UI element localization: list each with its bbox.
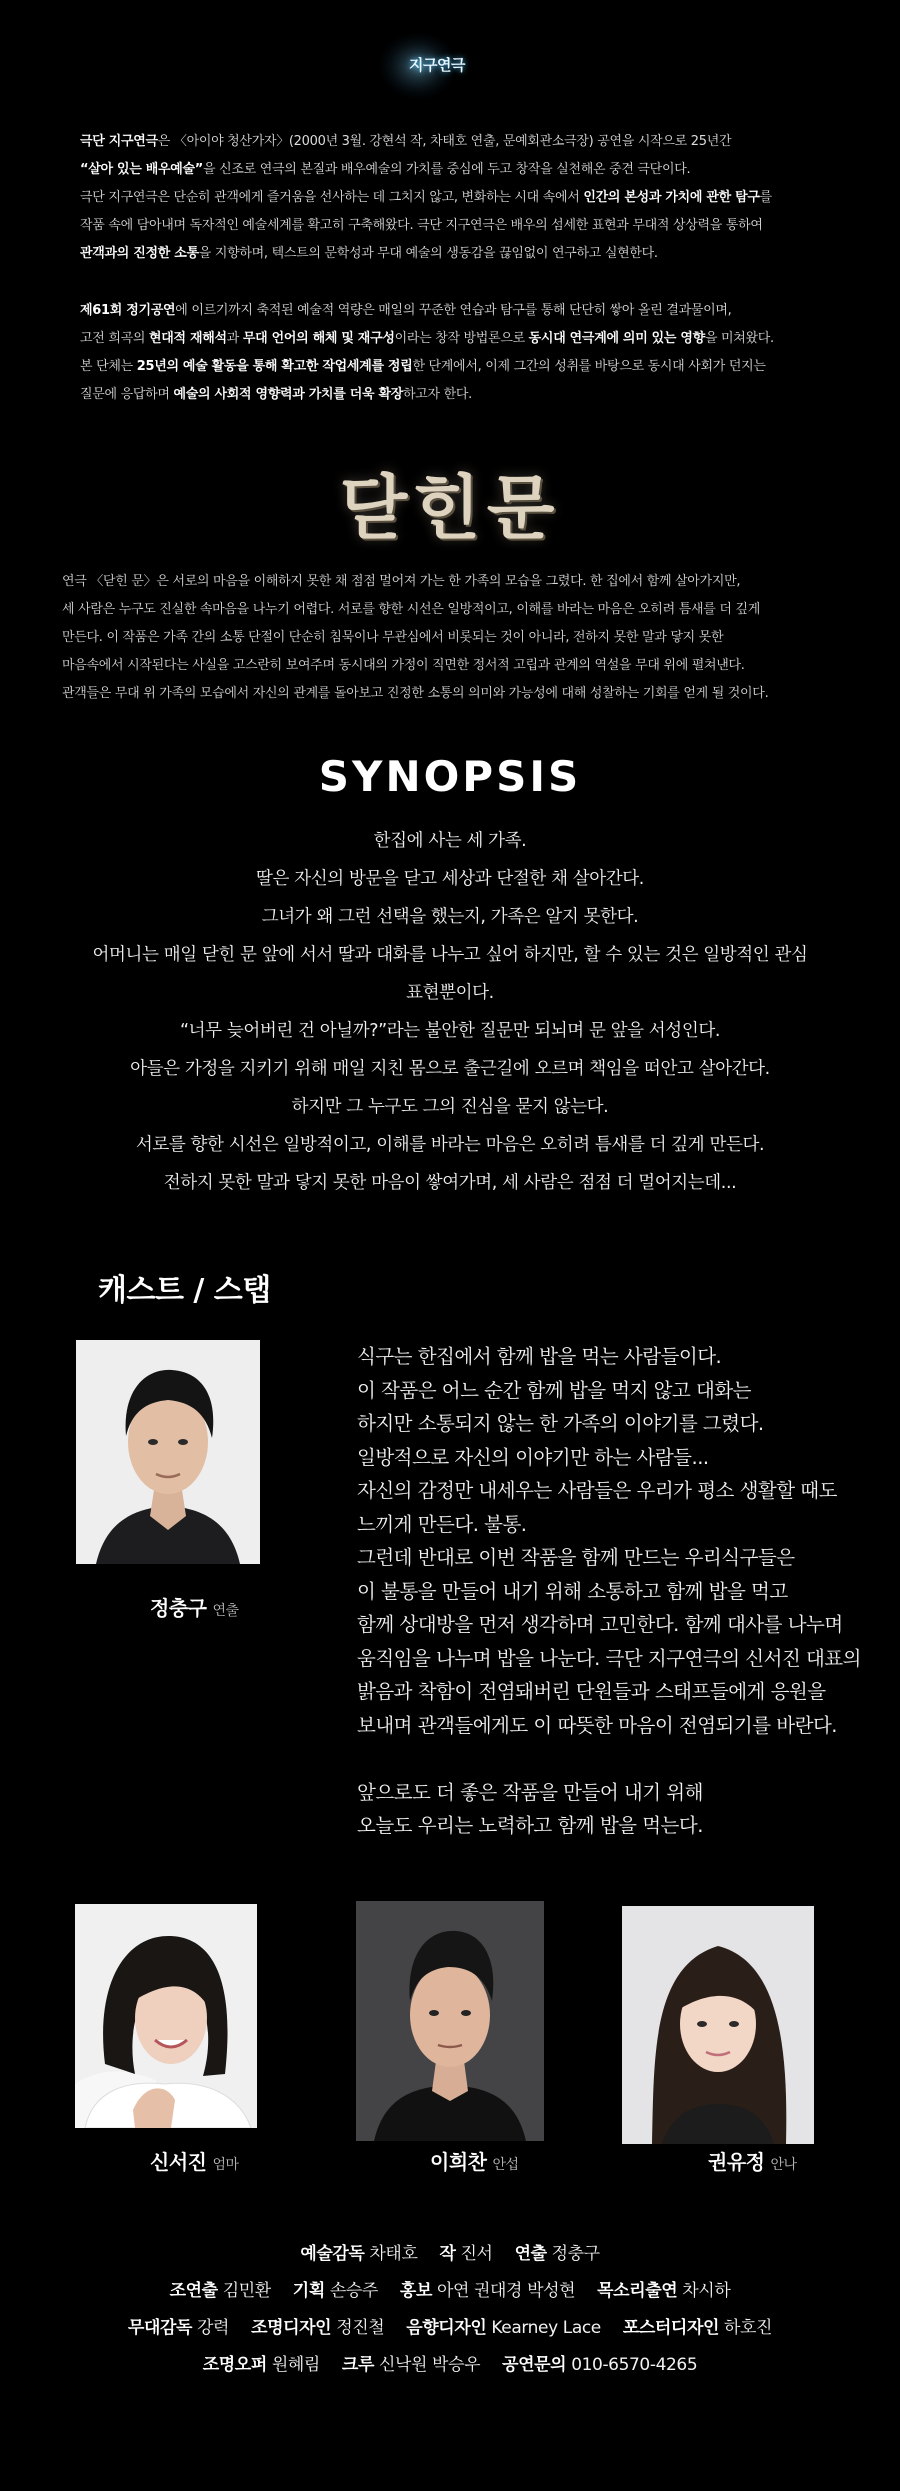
- credit-row: [40, 2236, 860, 2273]
- summary-line: 만든다. 이 작품은 가족 간의 소통 단절이 단순히 침묵이나 무관심에서 비롯되는 것이 아니라, 전하지 못한 말과 닿지 못한: [62, 630, 724, 645]
- credit-role: 공연문의: [502, 2355, 567, 2375]
- synopsis-line: 한집에 사는 세 가족.: [373, 831, 527, 851]
- bold-text: 현대적 재해석: [148, 331, 227, 346]
- credit-name: 정진철: [336, 2318, 385, 2338]
- text-run: 극단 지구연극은 단순히 관객에게 즐거움을 선사하는 데 그치지 않고, 변화하는 시대 속에서: [80, 190, 584, 205]
- message-line: 보내며 관객들에게도 이 따뜻한 마음이 전염되기를 바란다.: [357, 1713, 837, 1737]
- play-title: 닫힌문: [339, 466, 561, 549]
- credit-role: 예술감독: [300, 2244, 365, 2264]
- bold-text: 25년의 예술 활동을 통해 확고한 작업세계를 정립: [136, 359, 413, 374]
- summary-line: 세 사람은 누구도 진실한 속마음을 나누기 어렵다. 서로를 향한 시선은 일방적이고, 이해를 바라는 마음은 오히려 틈새를 더 깊게: [62, 602, 760, 617]
- credit-name: 강력: [197, 2318, 230, 2338]
- text-run: 이라는 창작 방법론으로: [394, 331, 529, 346]
- text-run: 을 신조로 연극의 본질과 배우예술의 가치를 중심에 두고 창작을 실천해온 중견 극단이다.: [203, 162, 691, 177]
- credit-role: 포스터디자인: [622, 2318, 719, 2338]
- paragraph-line: [68, 128, 844, 156]
- intro-paragraph-2: [68, 297, 844, 409]
- synopsis-line: 그녀가 왜 그런 선택을 했는지, 가족은 알지 못한다.: [261, 907, 639, 927]
- bold-text: 관객과의 진정한 소통: [80, 246, 199, 261]
- credit-name: 정충구: [551, 2244, 600, 2264]
- message-line: 움직임을 나누며 밥을 나눈다. 극단 지구연극의 신서진 대표의: [357, 1646, 862, 1670]
- text-run: 질문에 응답하며: [80, 387, 174, 402]
- synopsis-line: 전하지 못한 말과 닿지 못한 마음이 쌓여가며, 세 사람은 점점 더 멀어지는데...: [163, 1173, 737, 1193]
- credit-role: 크루: [341, 2355, 374, 2375]
- director-photo: [76, 1340, 260, 1564]
- bold-text: 동시대 연극계에 의미 있는 영향: [528, 331, 705, 346]
- synopsis-line: 하지만 그 누구도 그의 진심을 묻지 않는다.: [291, 1097, 609, 1117]
- paragraph-line: [68, 297, 844, 325]
- credit-name: 김민환: [222, 2281, 271, 2301]
- synopsis-line: 표현뿐이다.: [406, 983, 494, 1003]
- text-run: 에 이르기까지 축적된 예술적 역량은 매일의 꾸준한 연습과 탐구를 통해 단단히 쌓아 올린 결과물이며,: [175, 303, 732, 318]
- synopsis-line: 서로를 향한 시선은 일방적이고, 이해를 바라는 마음은 오히려 틈새를 더 깊게 만든다.: [135, 1135, 765, 1155]
- paragraph-line: [68, 381, 844, 409]
- credit-role: 작: [439, 2244, 456, 2264]
- message-line: 하지만 소통되지 않는 한 가족의 이야기를 그렸다.: [357, 1412, 764, 1435]
- intro-paragraph-1: [68, 128, 844, 268]
- credit-role: 조명오퍼: [202, 2355, 267, 2375]
- credit-name: 아연 권대경 박성현: [436, 2281, 576, 2301]
- credit-row: [40, 2347, 860, 2384]
- message-line: 밝음과 착함이 전염돼버린 단원들과 스태프들에게 응원을: [357, 1680, 826, 1703]
- synopsis-heading: SYNOPSIS: [318, 752, 582, 801]
- troupe-logo: [370, 26, 480, 106]
- credit-role: 홍보: [399, 2281, 432, 2301]
- summary-line: 관객들은 무대 위 가족의 모습에서 자신의 관계를 돌아보고 진정한 소통의 의미와 가능성에 대해 성찰하는 기회를 얻게 될 것이다.: [62, 686, 769, 701]
- credit-role: 조연출: [169, 2281, 218, 2301]
- actor-photo-1: [75, 1904, 257, 2128]
- message-line: 함께 상대방을 먼저 생각하며 고민한다. 함께 대사를 나누며: [357, 1613, 843, 1636]
- message-line: 일방적으로 자신의 이야기만 하는 사람들...: [357, 1445, 709, 1469]
- synopsis-line: “너무 늦어버린 건 아닐까?”라는 불안한 질문만 되뇌며 문 앞을 서성인다.: [180, 1021, 720, 1041]
- bold-text: 무대 언어의 해체 및 재구성: [242, 331, 395, 346]
- actor-name-label-1: 신서진 엄마: [150, 2150, 239, 2174]
- synopsis-line: 아들은 가정을 지키기 위해 매일 지친 몸으로 출근길에 오르며 책임을 떠안고 살아간다.: [130, 1059, 770, 1079]
- actor-name-label-2: 이희찬 안섭: [430, 2150, 519, 2174]
- text-run: 을 미쳐왔다.: [704, 331, 774, 346]
- cast-heading: 캐스트 / 스탭: [98, 1273, 271, 1308]
- message-line: 이 작품은 어느 순간 함께 밥을 먹지 않고 대화는: [357, 1378, 751, 1402]
- credit-row: [40, 2273, 860, 2310]
- credit-name: 진서: [460, 2244, 493, 2264]
- message-line: 오늘도 우리는 노력하고 함께 밥을 먹는다.: [357, 1814, 703, 1837]
- bold-text: 극단 지구연극: [80, 134, 158, 149]
- paragraph-line: [68, 184, 844, 212]
- credit-name: 손승주: [329, 2281, 378, 2301]
- actor-name-label-3: 권유정 안나: [708, 2150, 797, 2174]
- director-message: [357, 1340, 877, 1843]
- message-line: 그런데 반대로 이번 작품을 함께 만드는 우리식구들은: [357, 1546, 795, 1569]
- credit-name: 신낙원 박승우: [378, 2355, 481, 2375]
- paragraph-line: [68, 240, 844, 268]
- paragraph-line: [68, 325, 844, 353]
- credit-name: 차시하: [682, 2281, 731, 2301]
- staff-credits: [40, 2236, 860, 2384]
- synopsis-line: 딸은 자신의 방문을 닫고 세상과 단절한 채 살아간다.: [256, 869, 644, 889]
- message-line: 자신의 감정만 내세우는 사람들은 우리가 평소 생활할 때도: [357, 1479, 837, 1502]
- summary-line: 마음속에서 시작된다는 사실을 고스란히 보여주며 동시대의 가정이 직면한 정서적 고립과 관계의 역설을 무대 위에 펼쳐낸다.: [62, 658, 745, 673]
- credit-role: 기획: [292, 2281, 325, 2301]
- summary-line: 연극 〈닫힌 문〉은 서로의 마음을 이해하지 못한 채 점점 멀어져 가는 한 가족의 모습을 그렸다. 한 집에서 함께 살아가지만,: [62, 574, 741, 589]
- text-run: 고전 희곡의: [80, 331, 149, 346]
- text-run: 을 지향하며, 텍스트의 문학성과 무대 예술의 생동감을 끊임없이 연구하고 실현한다.: [198, 246, 658, 261]
- logo-text: 지구연극: [409, 56, 465, 74]
- text-run: 를: [759, 190, 772, 205]
- credit-name: 차태호: [369, 2244, 418, 2264]
- credit-name: Kearney Lace: [491, 2318, 601, 2338]
- text-run: 과: [226, 331, 243, 346]
- text-run: 한 단계에서, 이제 그간의 성취를 바탕으로 동시대 사회가 던지는: [412, 359, 766, 374]
- credit-role: 음향디자인: [406, 2318, 487, 2338]
- text-run: 작품 속에 담아내며 독자적인 예술세계를 확고히 구축해왔다. 극단 지구연극은 배우의 섬세한 표현과 무대적 상상력을 통하여: [80, 218, 763, 233]
- actor-photo-2: [356, 1901, 544, 2141]
- credit-role: 목소리출연: [597, 2281, 678, 2301]
- text-run: 본 단체는: [80, 359, 137, 374]
- credit-row: [40, 2310, 860, 2347]
- paragraph-line: [68, 212, 844, 240]
- message-line: 앞으로도 더 좋은 작품을 만들어 내기 위해: [357, 1780, 703, 1804]
- credit-name: 원혜림: [271, 2355, 320, 2375]
- actor-photo-3: [622, 1906, 814, 2144]
- credit-name: 010-6570-4265: [571, 2355, 698, 2375]
- message-line: 이 불통을 만들어 내기 위해 소통하고 함께 밥을 먹고: [357, 1579, 788, 1603]
- message-line: 느끼게 만든다. 불통.: [357, 1512, 527, 1536]
- text-run: 은 〈아이야 청산가자〉(2000년 3월. 강현석 작, 차태호 연출, 문예회관소극장) 공연을 시작으로 25년간: [157, 134, 732, 149]
- credit-role: 무대감독: [127, 2318, 193, 2338]
- bold-text: “살아 있는 배우예술”: [80, 162, 204, 177]
- credit-role: 조명디자인: [251, 2318, 332, 2338]
- bold-text: 인간의 본성과 가치에 관한 탐구: [583, 190, 760, 205]
- message-line: [357, 1742, 877, 1776]
- paragraph-line: [68, 156, 844, 184]
- credit-role: 연출: [514, 2244, 547, 2264]
- credit-name: 하호진: [724, 2318, 773, 2338]
- director-name-label: 정충구 연출: [150, 1596, 239, 1620]
- message-line: 식구는 한집에서 함께 밥을 먹는 사람들이다.: [357, 1345, 722, 1368]
- bold-text: 예술의 사회적 영향력과 가치를 더욱 확장: [173, 387, 404, 402]
- text-run: 하고자 한다.: [403, 387, 472, 402]
- play-summary: [62, 568, 840, 708]
- synopsis-line: 어머니는 매일 닫힌 문 앞에 서서 딸과 대화를 나누고 싶어 하지만, 할 수 있는 것은 일방적인 관심: [92, 945, 808, 965]
- synopsis-text: [60, 822, 840, 1202]
- paragraph-line: [68, 353, 844, 381]
- bold-text: 제61회 정기공연: [80, 303, 176, 318]
